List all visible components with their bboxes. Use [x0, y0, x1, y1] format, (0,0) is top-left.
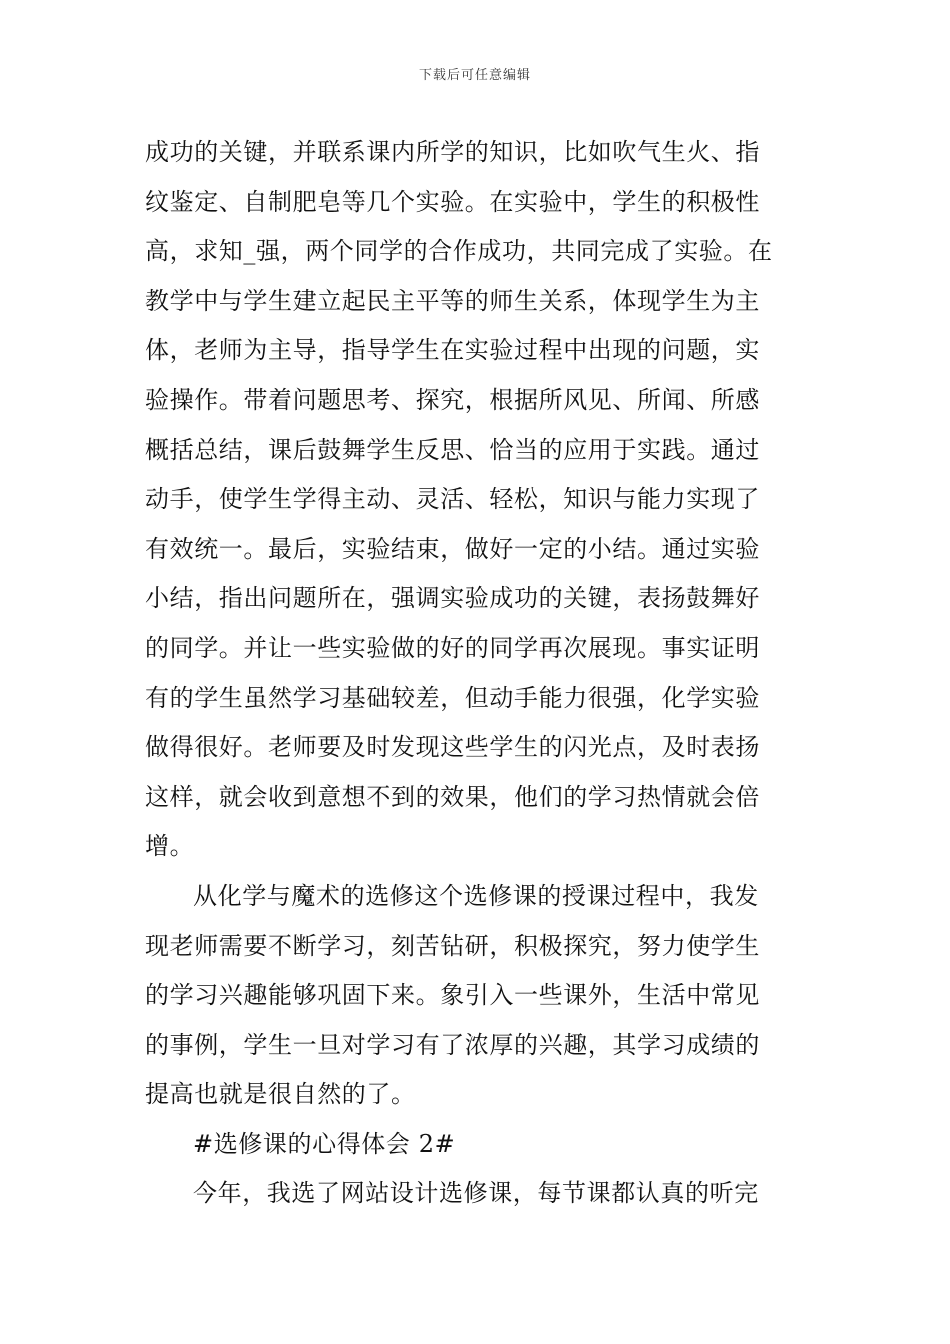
text-line: 的学习兴趣能够巩固下来。象引入一些课外，生活中常见 [145, 981, 760, 1010]
text-line: 验操作。带着问题思考、探究，根据所风见、所闻、所感 [145, 385, 760, 414]
text-line: 概括总结，课后鼓舞学生反思、恰当的应用于实践。通过 [145, 435, 760, 464]
text-line: 有的学生虽然学习基础较差，但动手能力很强，化学实验 [145, 683, 760, 712]
paragraph-1 [145, 128, 809, 872]
text-line: 增。 [145, 832, 195, 861]
text-line: 提高也就是很自然的了。 [145, 1080, 416, 1109]
text-line: 今年，我选了网站设计选修课，每节课都认真的听完 [193, 1179, 759, 1208]
text-line: 这样，就会收到意想不到的效果，他们的学习热情就会倍 [145, 782, 760, 811]
text-line: 体，老师为主导，指导学生在实验过程中出现的问题，实 [145, 336, 760, 365]
text-line: 有效统一。最后，实验结束，做好一定的小结。通过实验 [145, 534, 760, 563]
text-line: 从化学与魔术的选修这个选修课的授课过程中，我发 [193, 881, 759, 910]
text-line: 的事例，学生一旦对学习有了浓厚的兴趣，其学习成绩的 [145, 1030, 760, 1059]
text-line: 纹鉴定、自制肥皂等几个实验。在实验中，学生的积极性 [145, 187, 760, 216]
text-line: 小结，指出问题所在，强调实验成功的关键，表扬鼓舞好 [145, 584, 760, 613]
section-heading [145, 1120, 809, 1170]
document-body [145, 128, 809, 1219]
text-line: 的同学。并让一些实验做的好的同学再次展现。事实证明 [145, 633, 760, 662]
text-line: 做得很好。老师要及时发现这些学生的闪光点，及时表扬 [145, 733, 760, 762]
text-line: 高，求知_强，两个同学的合作成功，共同完成了实验。在 [145, 237, 773, 266]
text-line: 现老师需要不断学习，刻苦钻研，积极探究，努力使学生 [145, 931, 760, 960]
section-heading-text: #选修课的心得体会 2# [193, 1129, 456, 1158]
paragraph-2 [145, 872, 809, 1120]
text-line: 动手，使学生学得主动、灵活、轻松，知识与能力实现了 [145, 485, 760, 514]
text-line: 成功的关键，并联系课内所学的知识，比如吹气生火、指 [145, 138, 760, 166]
paragraph-3 [145, 1169, 809, 1219]
page-header: 下载后可任意编辑 [418, 68, 531, 83]
text-line: 教学中与学生建立起民主平等的师生关系，体现学生为主 [145, 286, 760, 315]
